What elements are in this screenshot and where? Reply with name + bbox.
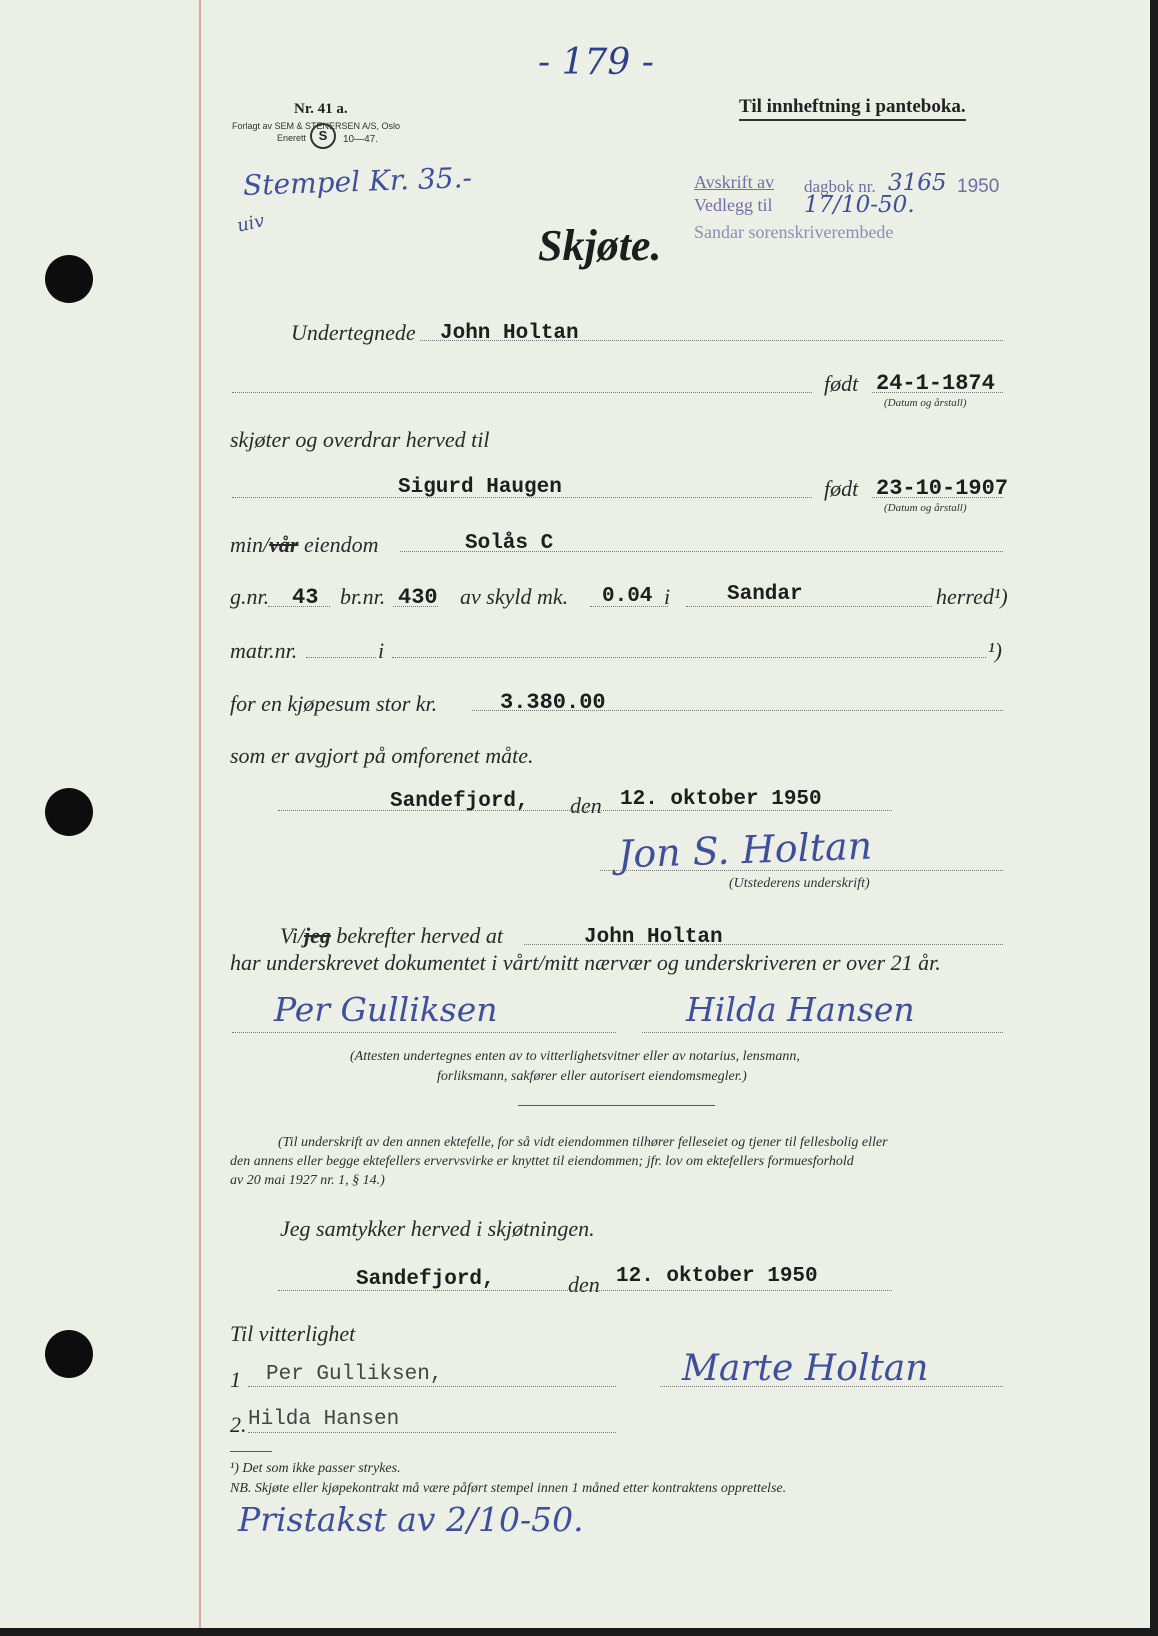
dotted-line <box>420 340 1003 341</box>
stamp-line-2-prefix: Vedlegg til <box>694 195 773 215</box>
punch-hole <box>45 788 93 836</box>
dotted-line <box>232 392 812 393</box>
issuer-caption: (Utstederens underskrift) <box>729 876 870 891</box>
seller-signature: Jon S. Holtan <box>617 823 873 877</box>
spouse-signature: Marte Holtan <box>682 1348 929 1389</box>
date-hint-2: (Datum og årstall) <box>884 502 967 514</box>
stamp-line-1-prefix: Avskrift av <box>694 172 775 192</box>
document-title: Skjøte. <box>538 221 662 270</box>
date-hint: (Datum og årstall) <box>884 397 967 409</box>
consent-date: 12. oktober 1950 <box>616 1265 818 1288</box>
footnote-rule <box>230 1451 272 1452</box>
dotted-line <box>232 1032 616 1033</box>
stamp-line-1-mid: dagbok nr. <box>804 177 876 196</box>
witness-1-number: 1 <box>230 1367 241 1392</box>
dotted-line <box>872 392 1003 393</box>
footnote-2: NB. Skjøte eller kjøpekontrakt må være påført stempel innen 1 måned etter kontraktens opprettelse. <box>230 1481 787 1496</box>
dotted-line <box>400 551 1003 552</box>
price-label: for en kjøpesum stor kr. <box>230 691 438 716</box>
born-label-2: født <box>824 476 859 501</box>
dotted-line <box>232 497 812 498</box>
spouse-note-3: av 20 mai 1927 nr. 1, § 14.) <box>230 1173 385 1188</box>
spouse-note-2: den annens eller begge ektefellers ervervsvirke er knyttet til eiendommen; jfr. lov om ektefellers formuesforhold <box>230 1154 854 1169</box>
stamp-date: 17/10-50. <box>804 192 915 218</box>
publisher-logo: S <box>310 123 336 149</box>
publisher-line-2: Enerett <box>277 133 307 143</box>
witness-1-signature: Per Gulliksen <box>274 990 498 1029</box>
stamp-fee-annotation: Stempel Kr. 35.- <box>242 161 473 202</box>
dotted-line <box>590 606 668 607</box>
confirm-text: har underskrevet dokumentet i vårt/mitt nærvær og underskriveren er over 21 år. <box>230 950 941 975</box>
initials-annotation: uiv <box>235 210 267 237</box>
price-assessment-annotation: Pristakst av 2/10-50. <box>238 1500 584 1539</box>
separator-line <box>518 1105 715 1106</box>
footnote-1: ¹) Det som ikke passer strykes. <box>230 1461 401 1476</box>
dotted-line <box>472 710 1003 711</box>
seller-birth-date: 24-1-1874 <box>876 371 995 396</box>
den-label: den <box>570 793 602 818</box>
dotted-line <box>306 657 376 658</box>
witness-2-number: 2. <box>230 1412 247 1437</box>
dotted-line <box>392 657 986 658</box>
binding-note: Til innheftning i panteboka. <box>739 96 966 121</box>
buyer-birth-date: 23-10-1907 <box>876 476 1009 501</box>
dotted-line <box>248 1432 616 1433</box>
publisher-line: Forlagt av SEM & STENERSEN A/S, Oslo <box>232 121 401 131</box>
property-name: Solås C <box>465 532 554 555</box>
dotted-line <box>393 606 438 607</box>
punch-hole <box>45 1330 93 1378</box>
herred-label: herred¹) <box>936 584 1008 609</box>
stamp-year: 1950 <box>957 176 1000 197</box>
witness-2-signature: Hilda Hansen <box>686 990 915 1029</box>
seller-name: John Holtan <box>440 322 579 345</box>
gnr-value: 43 <box>292 585 319 610</box>
dotted-line <box>642 1032 1003 1033</box>
property-label: min/vår eiendom <box>230 532 379 557</box>
consent-place: Sandefjord, <box>356 1268 495 1291</box>
dotted-line <box>600 870 1003 871</box>
den-label-2: den <box>568 1272 600 1297</box>
dotted-line <box>278 810 892 811</box>
matr-i: i <box>378 638 385 663</box>
dotted-line <box>660 1386 1003 1387</box>
born-label: født <box>824 371 859 396</box>
settled-text: som er avgjort på omforenet måte. <box>230 743 534 768</box>
spouse-note-1: (Til underskrift av den annen ektefelle, for så vidt eiendommen tilhører felleseiet og tjener til fellesbolig eller <box>278 1135 888 1150</box>
confirm-name: John Holtan <box>584 926 723 949</box>
signing-date: 12. oktober 1950 <box>620 788 822 811</box>
witness-heading: Til vitterlighet <box>230 1321 356 1346</box>
witness-2-typed: Hilda Hansen <box>248 1408 400 1431</box>
herred-value: Sandar <box>727 583 803 606</box>
matr-note: ¹) <box>988 638 1002 663</box>
price-value: 3.380.00 <box>500 690 606 715</box>
dotted-line <box>872 497 1003 498</box>
stamp-line-3: Sandar sorenskriverembede <box>694 222 894 242</box>
undersigned-label: Undertegnede <box>291 320 416 345</box>
matr-label: matr.nr. <box>230 638 298 663</box>
consent-text: Jeg samtykker herved i skjøtningen. <box>280 1216 595 1241</box>
gnr-label: g.nr. <box>230 584 270 609</box>
dotted-line <box>278 1290 892 1291</box>
skyld-value: 0.04 <box>602 585 653 608</box>
page-number: - 179 - <box>538 42 654 83</box>
witness-1-typed: Per Gulliksen, <box>266 1363 443 1386</box>
form-number: Nr. 41 a. <box>294 101 348 117</box>
signing-place: Sandefjord, <box>390 790 529 813</box>
dotted-line <box>686 606 932 607</box>
brnr-label: br.nr. <box>340 584 386 609</box>
brnr-value: 430 <box>398 585 438 610</box>
stamp-journal-number: 3165 <box>888 170 947 196</box>
attest-note-1: (Attesten undertegnes enten av to vitterlighetsvitner eller av notarius, lensmann, <box>350 1049 800 1064</box>
dotted-line <box>248 1386 616 1387</box>
confirm-label: Vi/jeg bekrefter herved at <box>280 923 503 948</box>
margin-line <box>199 0 201 1628</box>
skyld-label: av skyld mk. <box>460 584 569 609</box>
punch-hole <box>45 255 93 303</box>
skyld-i: i <box>664 584 671 609</box>
buyer-name: Sigurd Haugen <box>398 476 562 499</box>
transfer-label: skjøter og overdrar herved til <box>230 427 490 452</box>
dotted-line <box>268 606 330 607</box>
publisher-code: 10—47. <box>343 134 379 145</box>
attest-note-2: forliksmann, sakfører eller autorisert eiendomsmegler.) <box>437 1069 747 1084</box>
dotted-line <box>524 944 1003 945</box>
